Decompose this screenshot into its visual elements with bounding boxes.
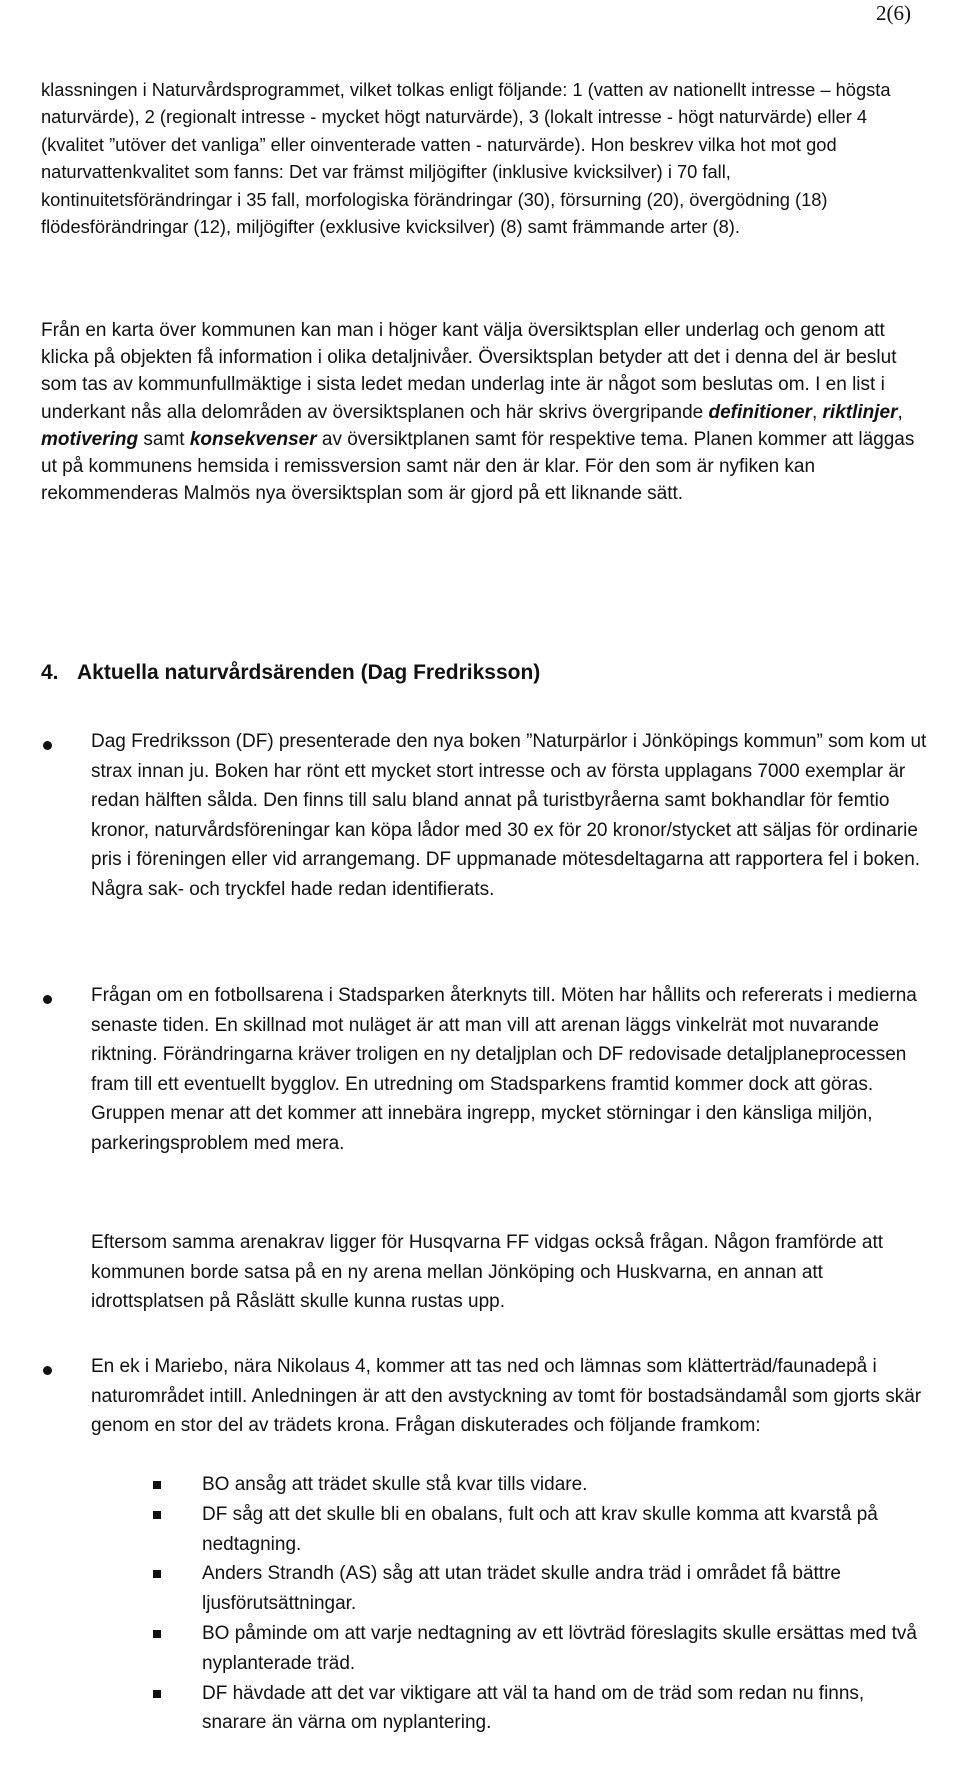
bullet-item-ek-mariebo: En ek i Mariebo, nära Nikolaus 4, kommer att tas ned och lämnas som klätterträd/faunadepå i naturområdet intill. Anledningen är att den avstyckning av tomt för bostadsändamål som gjorts skär genom en stor del av trädets krona. Frågan diskuterades och följande framkom:: [91, 1356, 922, 1437]
paragraph-oversiktsplan: [41, 317, 926, 507]
term-definitioner: definitioner: [708, 401, 812, 423]
section-title: Aktuella naturvårdsärenden (Dag Fredriksson): [77, 661, 541, 684]
term-riktlinjer: riktlinjer: [822, 401, 898, 423]
list-item-text: DF hävdade att det var viktigare att väl ta hand om de träd som redan nu finns, snarare än värna om nyplantering.: [202, 1682, 865, 1734]
square-bullet-icon: [153, 1570, 161, 1578]
separator: ,: [897, 401, 903, 423]
list-item: [150, 1559, 930, 1619]
page-number: 2(6): [876, 1, 911, 25]
section-number: 4.: [41, 661, 59, 684]
list-item-text: DF såg att det skulle bli en obalans, fult och att krav skulle komma att kvarstå på nedtagning.: [202, 1503, 878, 1555]
list-item-text: BO ansåg att trädet skulle stå kvar tills vidare.: [202, 1474, 588, 1495]
list-item: [150, 1500, 930, 1560]
list-item: [150, 1470, 930, 1500]
paragraph-text: Från en karta över kommunen kan man i höger kant välja översiktsplan eller underlag och genom att klicka på objekten få information i olika detaljnivåer. Översiktsplan betyder att det i denna del är beslut som tas av kommunfullmäktige i sista ledet medan underlag inte är något som beslutas om. I en list i underkant nås alla delområden av översiktsplanen och här skrivs övergripande: [41, 320, 897, 423]
paragraph-naturvardsprogrammet: klassningen i Naturvårdsprogrammet, vilket tolkas enligt följande: 1 (vatten av nationellt intresse – högsta naturvärde), 2 (regionalt intresse - mycket högt naturvärde), 3 (lokalt intresse - högt naturvärde) eller 4 (kvalitet ”utöver det vanliga” eller oinventerade vatten - naturvärde). Hon beskrev vilka hot mot god naturvattenkvalitet som fanns: Det var främst miljögifter (inklusive kvicksilver) i 70 fall, kontinuitetsförändringar i 35 fall, morfologiska förändringar (30), försurning (20), övergödning (18) flödesförändringar (12), miljögifter (exklusive kvicksilver) (8) samt främmande arter (8).: [41, 79, 891, 238]
separator: samt: [138, 428, 190, 450]
bullet-item-naturparlor: Dag Fredriksson (DF) presenterade den nya boken ”Naturpärlor i Jönköpings kommun” som kom ut strax innan ju. Boken har rönt ett mycket stort intresse och av första upplagans 7000 exemplar är redan hälften sålda. Den finns till salu bland annat på turistbyråerna samt bokhandlar för femtio kronor, naturvårdsföreningar kan köpa lådor med 30 ex för 20 kronor/stycket att säljas för ordinarie pris i föreningen eller vid arrangemang. DF uppmanade mötesdeltagarna att rapportera fel i boken. Några sak- och tryckfel hade redan identifierats.: [91, 731, 927, 900]
bullet-dot-icon: [43, 1366, 52, 1375]
square-bullet-icon: [153, 1690, 161, 1698]
section-heading: [41, 659, 540, 687]
paragraph-text: av översiktplanen samt för respektive tema. Planen kommer att läggas ut på kommunens hemsida i remissversion samt när den är klar. För den som är nyfiken kan rekommenderas Malmös nya översiktsplan som är gjord på ett liknande sätt.: [41, 428, 915, 505]
discussion-sublist: [150, 1470, 930, 1738]
bullet-dot-icon: [43, 741, 52, 750]
square-bullet-icon: [153, 1630, 161, 1638]
list-item-text: Anders Strandh (AS) såg att utan trädet skulle andra träd i området få bättre ljusförutsättningar.: [202, 1563, 841, 1615]
square-bullet-icon: [153, 1481, 161, 1489]
list-item-text: BO påminde om att varje nedtagning av ett lövträd föreslagits skulle ersättas med två nyplanterade träd.: [202, 1622, 917, 1674]
bullet-followup-husqvarna: Eftersom samma arenakrav ligger för Husqvarna FF vidgas också frågan. Någon framförde att kommunen borde satsa på en ny arena mellan Jönköping och Huskvarna, en annan att idrottsplatsen på Råslätt skulle kunna rustas upp.: [91, 1232, 884, 1313]
term-motivering: motivering: [41, 428, 139, 450]
bullet-dot-icon: [43, 995, 52, 1004]
term-konsekvenser: konsekvenser: [189, 428, 317, 450]
separator: ,: [811, 401, 823, 423]
bullet-item-fotbollsarena: Frågan om en fotbollsarena i Stadsparken återknyts till. Möten har hållits och refererats i medierna senaste tiden. En skillnad mot nuläget är att man vill att arenan läggs vinkelrät mot nuvarande riktning. Förändringarna kräver troligen en ny detaljplan och DF redovisade detaljplaneprocessen fram till ett eventuellt bygglov. En utredning om Stadsparkens framtid kommer dock att göras. Gruppen menar att det kommer att innebära ingrepp, mycket störningar i den känsliga miljön, parkeringsproblem med mera.: [91, 985, 917, 1154]
list-item: [150, 1619, 930, 1679]
square-bullet-icon: [153, 1511, 161, 1519]
list-item: [150, 1679, 930, 1739]
